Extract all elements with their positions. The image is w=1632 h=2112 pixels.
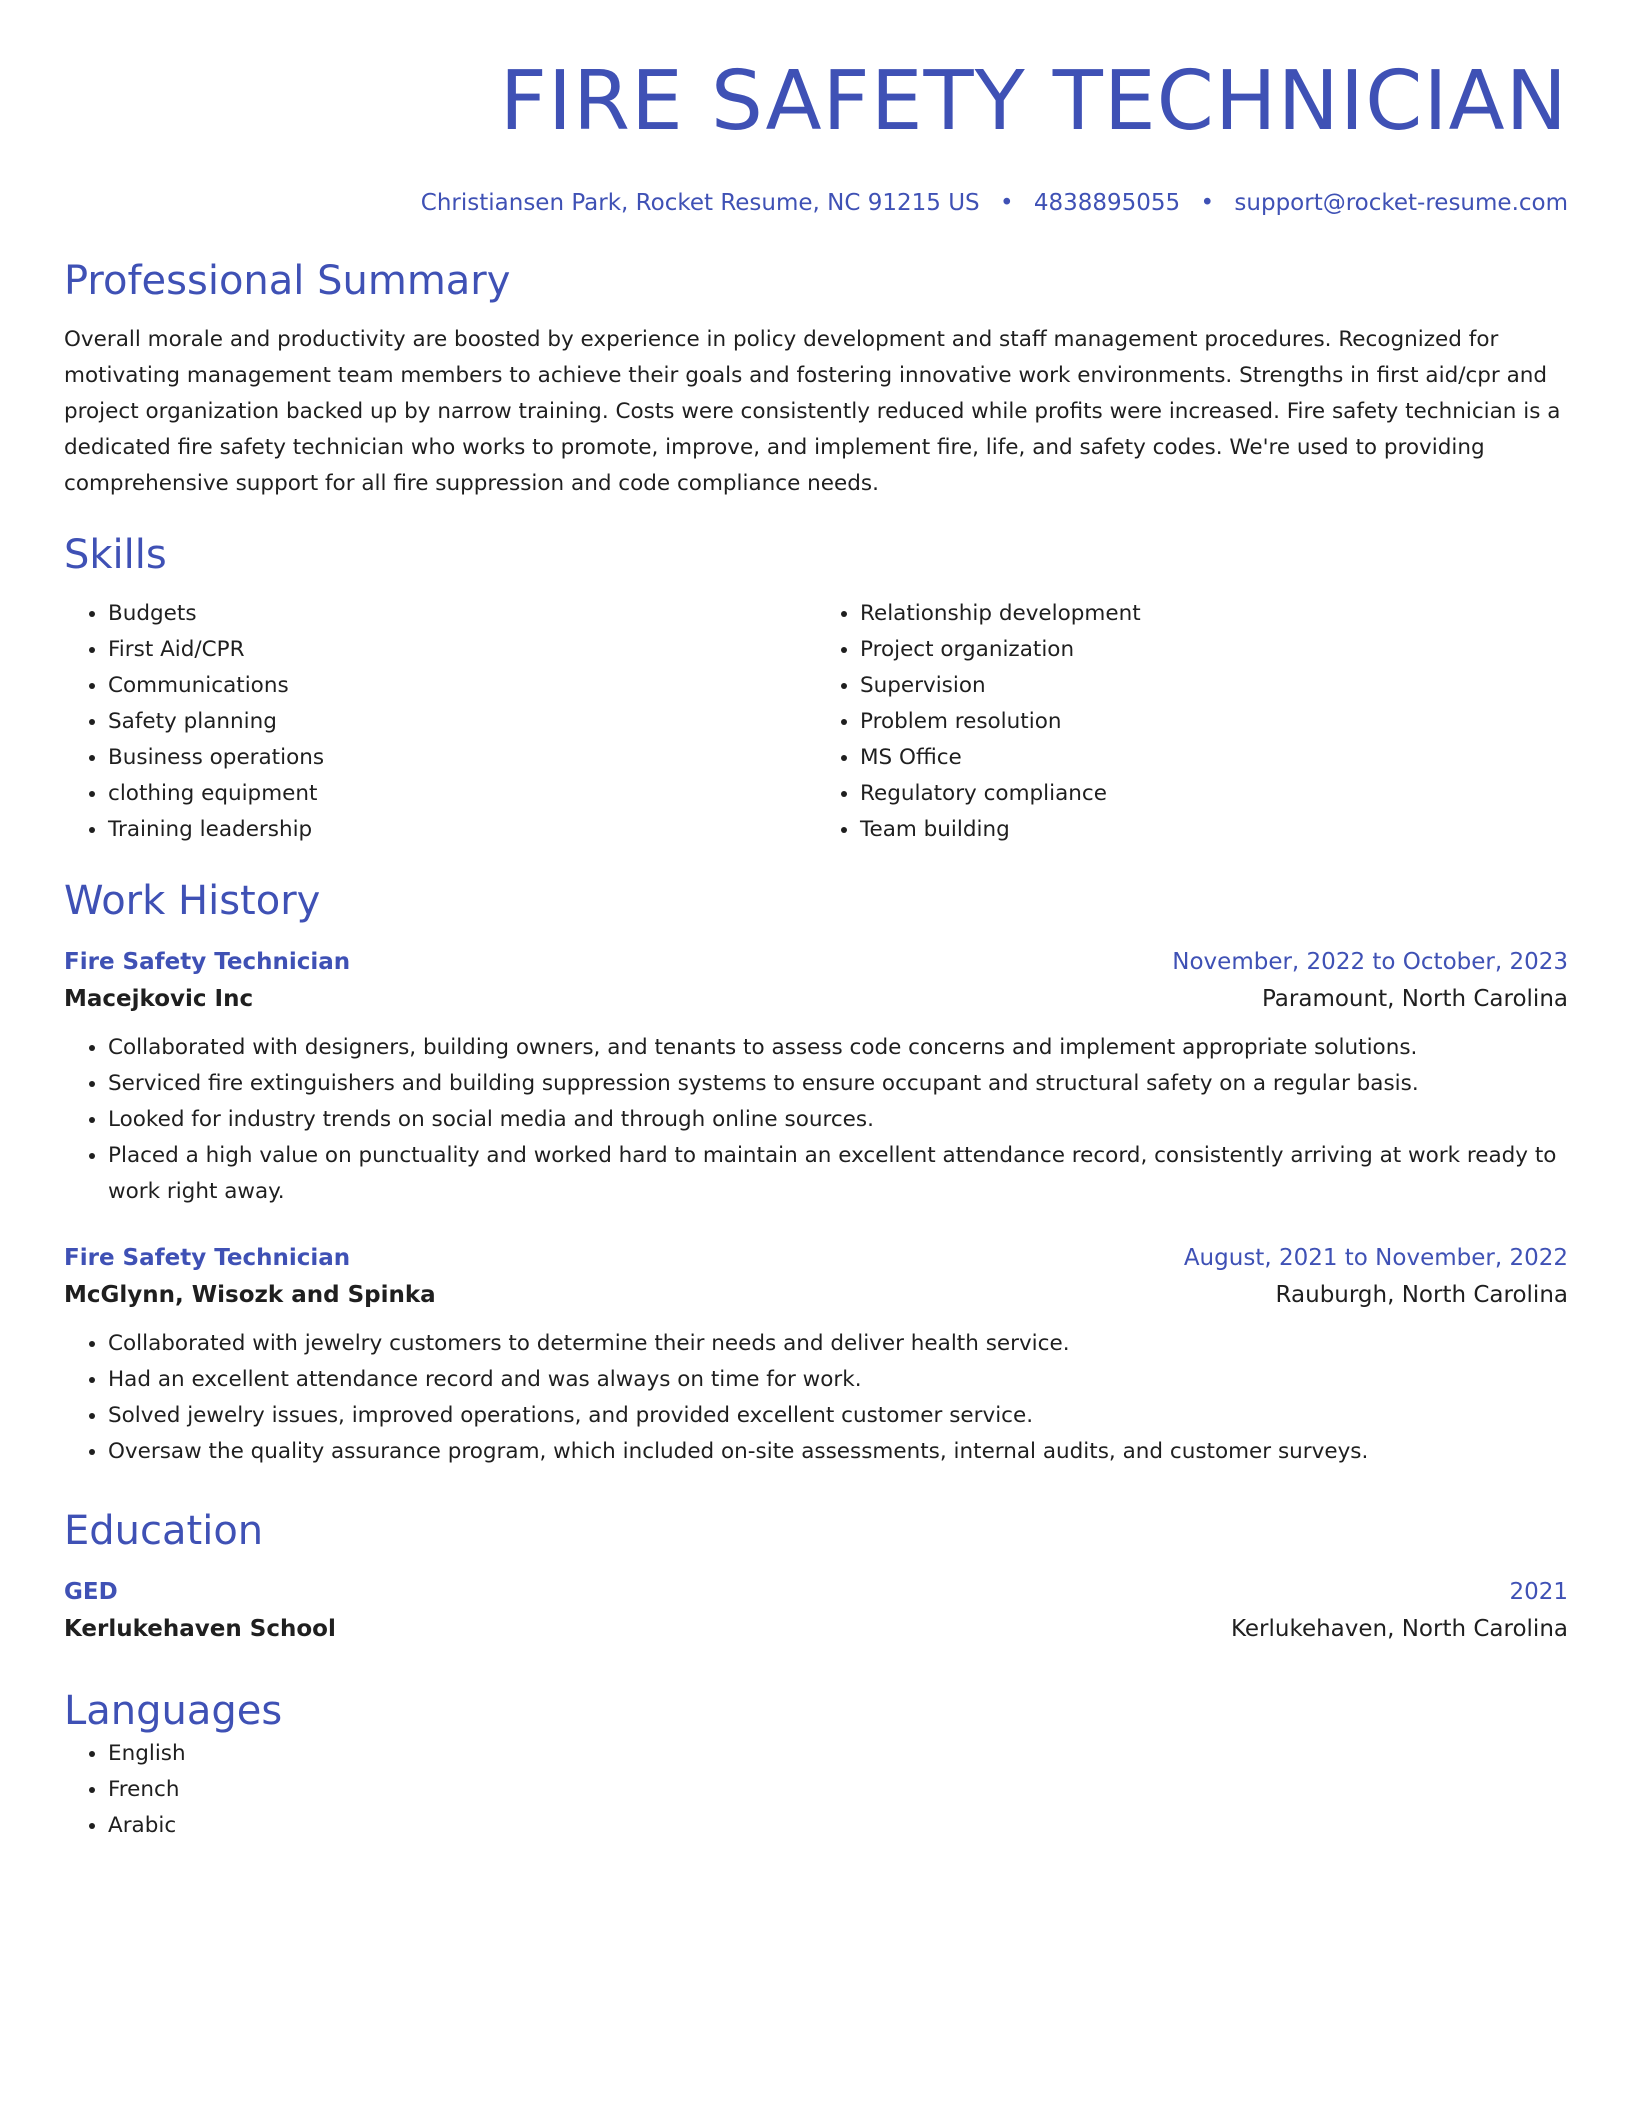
job-dates: November, 2022 to October, 2023 xyxy=(1172,949,1568,975)
job-duty: • Collaborated with designers, building owners, and tenants to assess code concerns and implement appropriate solutions. xyxy=(108,1030,1568,1066)
skill-item: • Regulatory compliance xyxy=(860,776,1568,812)
skill-item: • Relationship development xyxy=(860,596,1568,632)
job-duty: • Solved jewelry issues, improved operations, and provided excellent customer service. xyxy=(108,1398,1568,1434)
contact-phone: 4838895055 xyxy=(1033,190,1181,216)
contact-email: support@rocket-resume.com xyxy=(1234,190,1568,216)
skill-item: • Training leadership xyxy=(108,812,816,848)
skills-columns xyxy=(64,596,1568,848)
job-location: Paramount, North Carolina xyxy=(1261,986,1568,1012)
education-entry xyxy=(64,1574,1568,1648)
skill-item: • Communications xyxy=(108,668,816,704)
education-degree-row xyxy=(64,1574,1568,1610)
job-company-row xyxy=(64,1276,1568,1314)
job-role: Fire Safety Technician xyxy=(64,949,351,975)
job-duty: • Serviced fire extinguishers and building suppression systems to ensure occupant and structural safety on a regular basis. xyxy=(108,1066,1568,1102)
skill-item: • MS Office xyxy=(860,740,1568,776)
job-duty: • Placed a high value on punctuality and worked hard to maintain an excellent attendance record, consistently arriving at work ready to work right away. xyxy=(108,1138,1568,1210)
job-entry xyxy=(64,1240,1568,1470)
skill-item: • First Aid/CPR xyxy=(108,632,816,668)
job-dates: August, 2021 to November, 2022 xyxy=(1183,1245,1568,1271)
contact-separator: • xyxy=(999,190,1014,216)
skill-item: • Team building xyxy=(860,812,1568,848)
job-duty: • Looked for industry trends on social media and through online sources. xyxy=(108,1102,1568,1138)
education-school-row xyxy=(64,1610,1568,1648)
work-history-heading: Work History xyxy=(64,878,321,924)
education-year: 2021 xyxy=(1509,1579,1568,1605)
skills-list-left xyxy=(64,596,816,848)
education-school: Kerlukehaven School xyxy=(64,1616,336,1642)
summary-text: Overall morale and productivity are boosted by experience in policy development and staff management procedures. Recognized for motivating management team members to achieve their goals and fostering innovative work environments. Strengths in first aid/cpr and project organization backed up by narrow training. Costs were consistently reduced while profits were increased. Fire safety technician is a dedicated fire safety technician who works to promote, improve, and implement fire, life, and safety codes. We're used to providing comprehensive support for all fire suppression and code compliance needs. xyxy=(64,327,1561,496)
languages-heading: Languages xyxy=(64,1688,283,1734)
job-title-row xyxy=(64,944,1568,980)
job-duty: • Had an excellent attendance record and was always on time for work. xyxy=(108,1362,1568,1398)
job-company: Macejkovic Inc xyxy=(64,986,254,1012)
education-degree: GED xyxy=(64,1579,118,1605)
skill-item: • Business operations xyxy=(108,740,816,776)
candidate-name: FIRE SAFETY TECHNICIAN xyxy=(499,54,1568,149)
education-heading: Education xyxy=(64,1508,264,1554)
resume-header xyxy=(64,54,1568,218)
skill-item: • Budgets xyxy=(108,596,816,632)
contact-line xyxy=(64,188,1568,218)
skill-item: • Problem resolution xyxy=(860,704,1568,740)
contact-address: Christiansen Park, Rocket Resume, NC 91215 US xyxy=(420,190,980,216)
job-duties-list xyxy=(64,1030,1568,1210)
job-company-row xyxy=(64,980,1568,1018)
job-duty: • Oversaw the quality assurance program, which included on-site assessments, internal audits, and customer surveys. xyxy=(108,1434,1568,1470)
skills-list-right xyxy=(816,596,1568,848)
job-duty: • Collaborated with jewelry customers to determine their needs and deliver health service. xyxy=(108,1326,1568,1362)
education-location: Kerlukehaven, North Carolina xyxy=(1230,1616,1568,1642)
job-duties-list xyxy=(64,1326,1568,1470)
languages-list xyxy=(64,1736,1568,1844)
summary-heading: Professional Summary xyxy=(64,258,511,304)
language-item: • English xyxy=(108,1736,1568,1772)
job-location: Rauburgh, North Carolina xyxy=(1275,1282,1568,1308)
skills-heading: Skills xyxy=(64,532,167,578)
language-item: • Arabic xyxy=(108,1808,1568,1844)
job-company: McGlynn, Wisozk and Spinka xyxy=(64,1282,436,1308)
skill-item: • Project organization xyxy=(860,632,1568,668)
skill-item: • Supervision xyxy=(860,668,1568,704)
language-item: • French xyxy=(108,1772,1568,1808)
contact-separator: • xyxy=(1200,190,1215,216)
skill-item: • clothing equipment xyxy=(108,776,816,812)
job-role: Fire Safety Technician xyxy=(64,1245,351,1271)
job-entry xyxy=(64,944,1568,1210)
job-title-row xyxy=(64,1240,1568,1276)
skill-item: • Safety planning xyxy=(108,704,816,740)
